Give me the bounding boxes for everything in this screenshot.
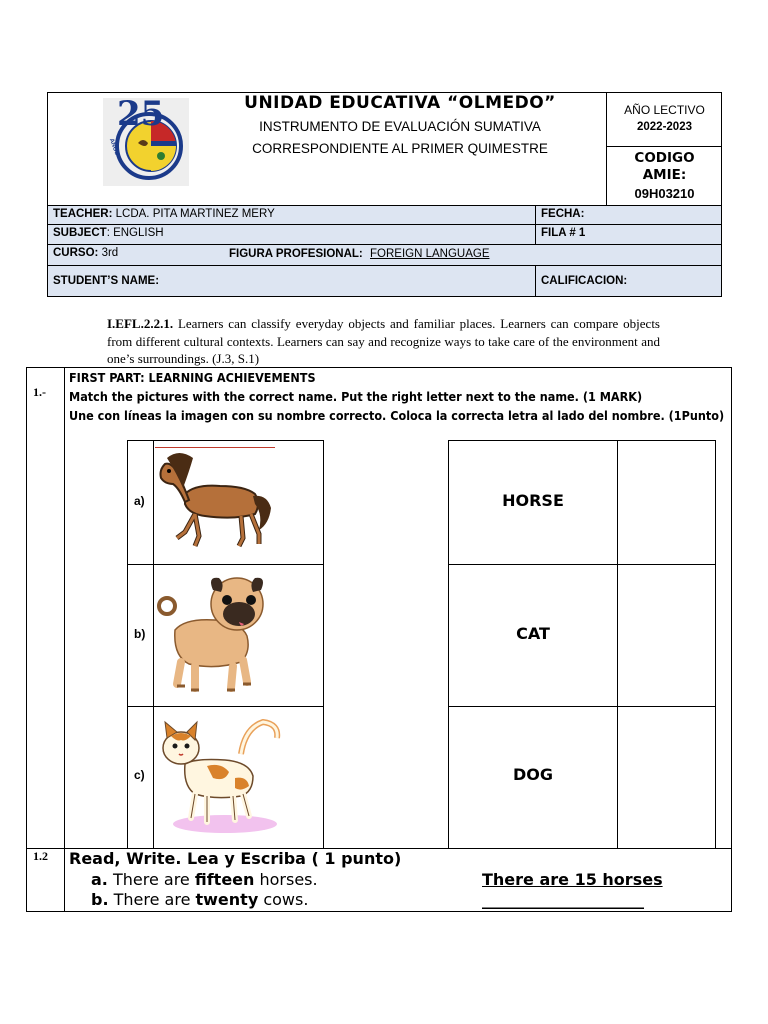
figura-label: FIGURA PROFESIONAL: [229, 248, 363, 260]
part2-divider [64, 848, 65, 912]
fila-label: FILA # 1 [541, 227, 586, 239]
curso-value: 3rd [98, 247, 119, 259]
code-value: 09H03210 [634, 186, 695, 201]
school-name: UNIDAD EDUCATIVA “OLMEDO” [244, 93, 556, 113]
picture-letter-b: b) [134, 627, 146, 641]
word-dog: DOG [512, 765, 553, 784]
instrument-title: INSTRUMENTO DE EVALUACIÓN SUMATIVA [259, 119, 541, 134]
item-a-bold: fifteen [194, 870, 255, 889]
school-logo [103, 94, 189, 186]
horse-picture [155, 444, 275, 552]
item-b-bold: twenty [195, 890, 259, 909]
answer-cell-3[interactable] [617, 706, 716, 849]
part2-item-b [91, 890, 308, 909]
logo-text: AÑOS [107, 137, 120, 157]
quimestre-title: CORRESPONDIENTE AL PRIMER QUIMESTRE [252, 141, 548, 156]
calificacion-cell[interactable] [535, 265, 722, 297]
picture-letter-a: a) [134, 494, 145, 508]
item-b-letter: b. [91, 890, 109, 909]
part2-number: 1.2 [33, 849, 48, 863]
code-label-2: AMIE: [642, 167, 687, 183]
fila-cell [535, 224, 722, 245]
answer-cell-1[interactable] [617, 440, 716, 565]
answer-b-line[interactable]: _______________________ [482, 890, 643, 909]
subject-row [47, 224, 536, 245]
teacher-label: TEACHER: [53, 208, 113, 220]
logo-number: 25 [117, 94, 165, 134]
objective-code: I.EFL.2.2.1. [107, 316, 174, 331]
student-name-row[interactable] [47, 265, 536, 297]
objective-paragraph [107, 315, 660, 368]
header-right-divider [606, 146, 722, 147]
dog-picture [155, 570, 267, 694]
word-cat: CAT [516, 624, 550, 643]
item-a-letter: a. [91, 870, 108, 889]
figura-value: FOREIGN LANGUAGE [370, 248, 490, 260]
teacher-value: LCDA. PITA MARTINEZ MERY [115, 208, 275, 220]
part2-item-a [91, 870, 318, 889]
code-label-1: CODIGO [634, 150, 695, 166]
teacher-row [47, 205, 536, 225]
calificacion-label: CALIFICACION: [541, 275, 628, 287]
item-a-post: horses. [254, 870, 318, 889]
year-value: 2022-2023 [637, 121, 692, 133]
objective-text: Learners can classify everyday objects and familiar places. Learners can compare objects from different cultural contexts. Learners can say and recognize ways to take care of the environment and one’s surroundings. (J.3, S.1) [107, 316, 660, 366]
part1-instruction-en: Match the pictures with the correct name. Put the right letter next to the name. (1 MARK) [69, 389, 643, 404]
red-line [155, 447, 275, 448]
word-horse: HORSE [502, 491, 564, 510]
part1-heading: FIRST PART: LEARNING ACHIEVEMENTS [69, 370, 316, 385]
part2-heading: Read, Write. Lea y Escriba ( 1 punto) [69, 849, 402, 868]
item-b-pre: There are [113, 890, 196, 909]
picture-letter-c: c) [134, 768, 145, 782]
subject-label: SUBJECT [53, 227, 107, 239]
part1-number: 1.- [33, 385, 46, 399]
subject-value: : ENGLISH [106, 227, 164, 239]
student-name-label: STUDENT’S NAME: [53, 275, 160, 287]
fecha-cell[interactable] [535, 205, 722, 225]
answer-cell-2[interactable] [617, 564, 716, 707]
cat-picture [155, 714, 283, 838]
answer-a[interactable]: There are 15 horses [482, 870, 663, 889]
item-b-post: cows. [258, 890, 309, 909]
part1-divider [64, 367, 65, 849]
year-label: AÑO LECTIVO [624, 103, 705, 117]
curso-label: CURSO: [53, 247, 99, 259]
item-a-pre: There are [112, 870, 195, 889]
curso-row [47, 244, 722, 266]
fecha-label: FECHA: [541, 208, 585, 220]
part1-instruction-es: Une con líneas la imagen con su nombre correcto. Coloca la correcta letra al lado del nombre. (1Punto) [69, 408, 725, 423]
